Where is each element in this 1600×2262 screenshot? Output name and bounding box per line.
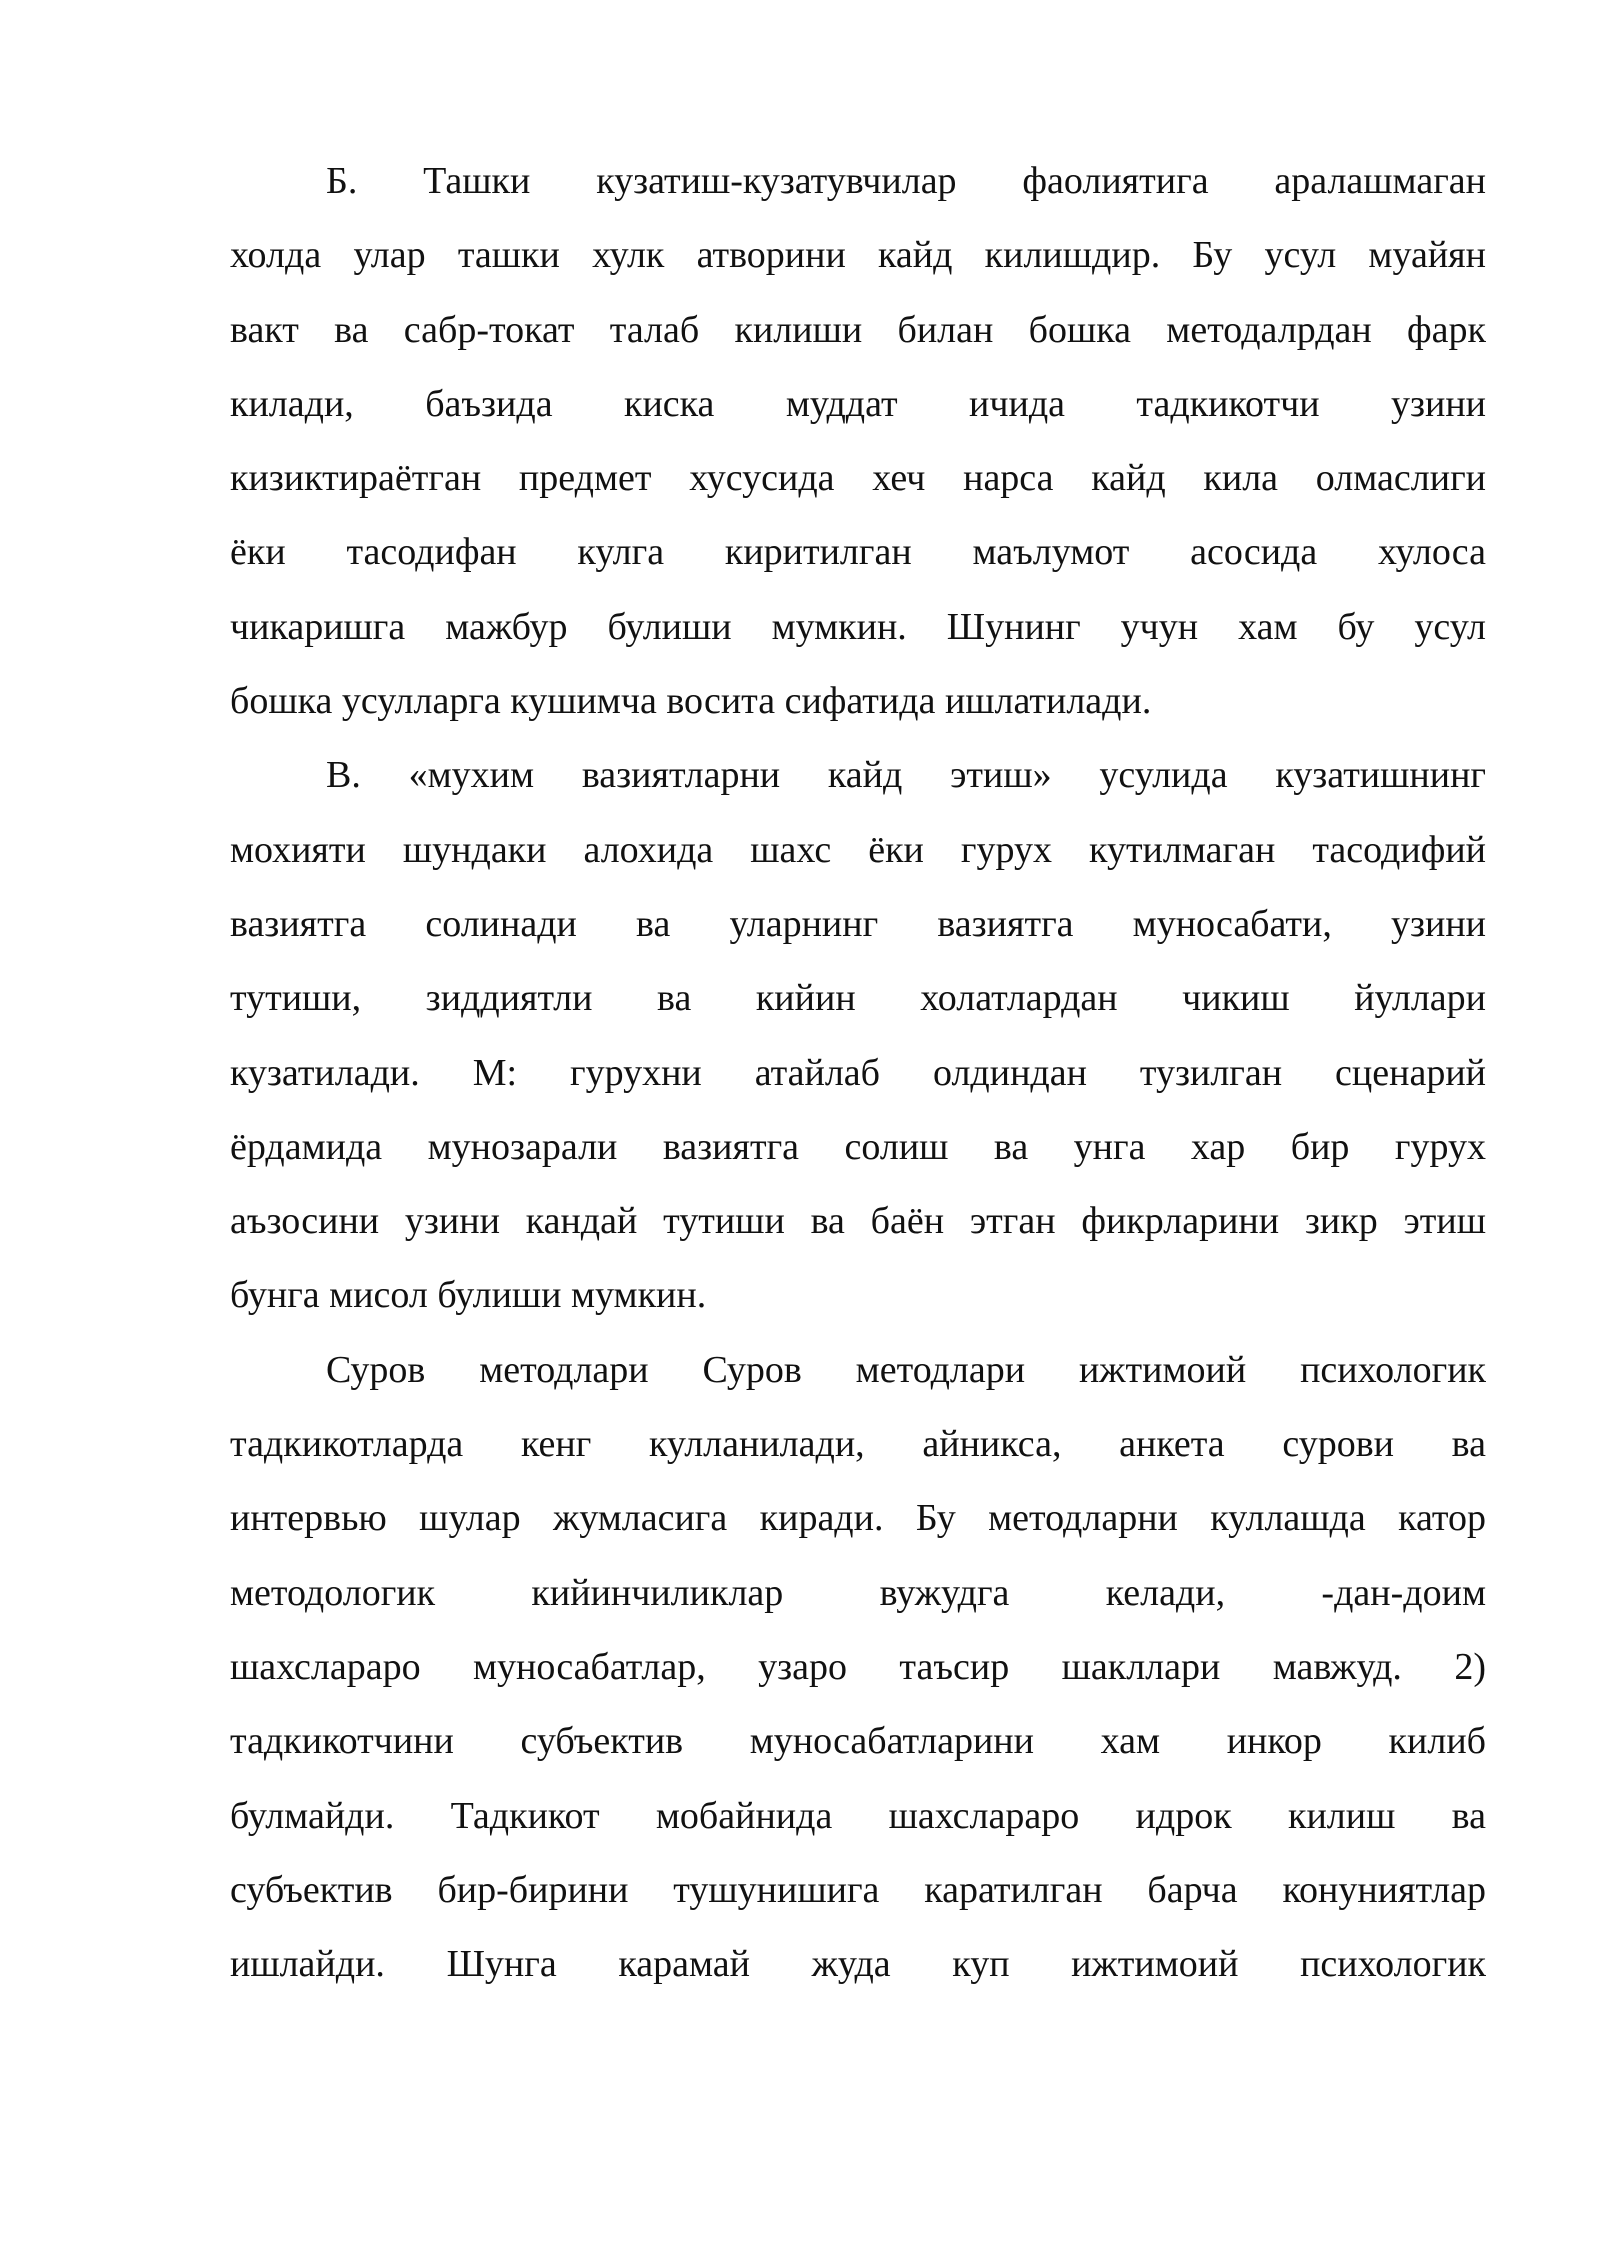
text-line: тадкикотчини субъектив муносабатларини хам инкор килиб: [230, 1720, 1486, 1763]
text-line: бошка усулларга кушимча восита сифатида ишлатилади.: [230, 680, 1152, 723]
text-line: чикаришга мажбур булиши мумкин. Шунинг учун хам бу усул: [230, 605, 1486, 648]
text-line: ёрдамида мунозарали вазиятга солиш ва унга хар бир гурух: [230, 1125, 1486, 1168]
paragraph-critical-situations: [230, 738, 1486, 1332]
text-line: вазиятга солинади ва уларнинг вазиятга муносабати, узини: [230, 902, 1486, 945]
text-line: бунга мисол булиши мумкин.: [230, 1274, 707, 1317]
text-line: тутиши, зиддиятли ва кийин холатлардан чикиш йуллари: [230, 977, 1486, 1020]
text-line: мохияти шундаки алохида шахс ёки гурух кутилмаган тасодифий: [230, 828, 1486, 871]
text-line: вакт ва сабр-токат талаб килиши билан бошка методалрдан фарк: [230, 308, 1486, 351]
text-line: аъзосини узини кандай тутиши ва баён этган фикрларини зикр этиш: [230, 1200, 1486, 1243]
text-line: килади, баъзида киска муддат ичида тадкикотчи узини: [230, 382, 1486, 425]
paragraph-survey-methods: [230, 1333, 1486, 2002]
text-line: тадкикотларда кенг кулланилади, айникса, анкета сурови ва: [230, 1423, 1486, 1466]
text-line: кузатилади. М: гурухни атайлаб олдиндан тузилган сценарий: [230, 1051, 1486, 1094]
text-line: булмайди. Тадкикот мобайнида шахслараро идрок килиш ва: [230, 1794, 1486, 1837]
text-line: интервью шулар жумласига киради. Бу методларни куллашда катор: [230, 1497, 1486, 1540]
text-line: субъектив бир-бирини тушунишига каратилган барча конуниятлар: [230, 1868, 1486, 1911]
text-line: методологик кийинчиликлар вужудга келади, -дан-доим: [230, 1571, 1486, 1614]
document-text: [230, 144, 1486, 2001]
text-line: ёки тасодифан кулга киритилган маълумот асосида хулоса: [230, 531, 1486, 574]
text-line: холда улар ташки хулк атворини кайд килишдир. Бу усул муайян: [230, 234, 1486, 277]
paragraph-external-observation: [230, 144, 1486, 738]
text-line: Суров методлари Суров методлари ижтимоий психологик: [326, 1348, 1486, 1391]
text-line: В. «мухим вазиятларни кайд этиш» усулида кузатишнинг: [326, 754, 1486, 797]
text-line: кизиктираётган предмет хусусида хеч нарса кайд кила олмаслиги: [230, 457, 1486, 500]
text-line: шахслараро муносабатлар, узаро таъсир шакллари мавжуд. 2): [230, 1645, 1486, 1688]
text-line: Б. Ташки кузатиш-кузатувчилар фаолиятига аралашмаган: [326, 160, 1486, 202]
text-line: ишлайди. Шунга карамай жуда куп ижтимоий психологик: [230, 1943, 1486, 1986]
